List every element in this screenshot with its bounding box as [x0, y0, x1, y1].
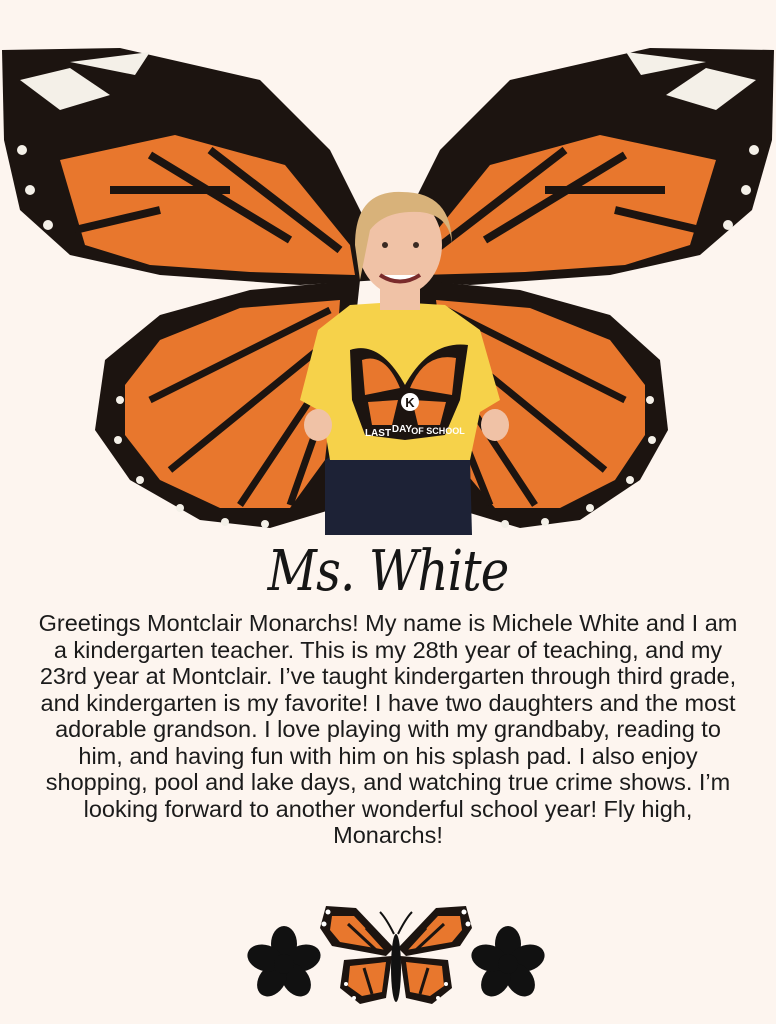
left-upper-wing [2, 48, 380, 285]
sign-line3: OF SCHOOL [411, 426, 465, 436]
teacher-photo [0, 40, 776, 535]
teacher-name: Ms. White [267, 539, 509, 604]
right-upper-wing [392, 48, 774, 285]
bio-paragraph: Greetings Montclair Monarchs! My name is Michele White and I am a kindergarten teacher. This is my 28th year of teaching, and my 23rd year at Montclair. I’ve taught kindergarten through third grade, and kindergarten is my favorite! I have two daughters and the most adorable grandson. I love playing with my grandbaby, reading to him, and having fun with him on his splash pad. I also enjoy shopping, pool and lake days, and watching true crime shows. I’m looking forward to another wonderful school year! Fly high, Monarchs! [38, 610, 738, 848]
sign-line2: DAY [391, 424, 413, 435]
flower-icon [244, 926, 324, 1002]
flower-icon [468, 926, 548, 1002]
sign-line1: LAST [364, 428, 392, 439]
sign-letter: K [405, 395, 415, 410]
footer-decoration [236, 898, 556, 1010]
butterfly-icon [320, 906, 472, 1004]
